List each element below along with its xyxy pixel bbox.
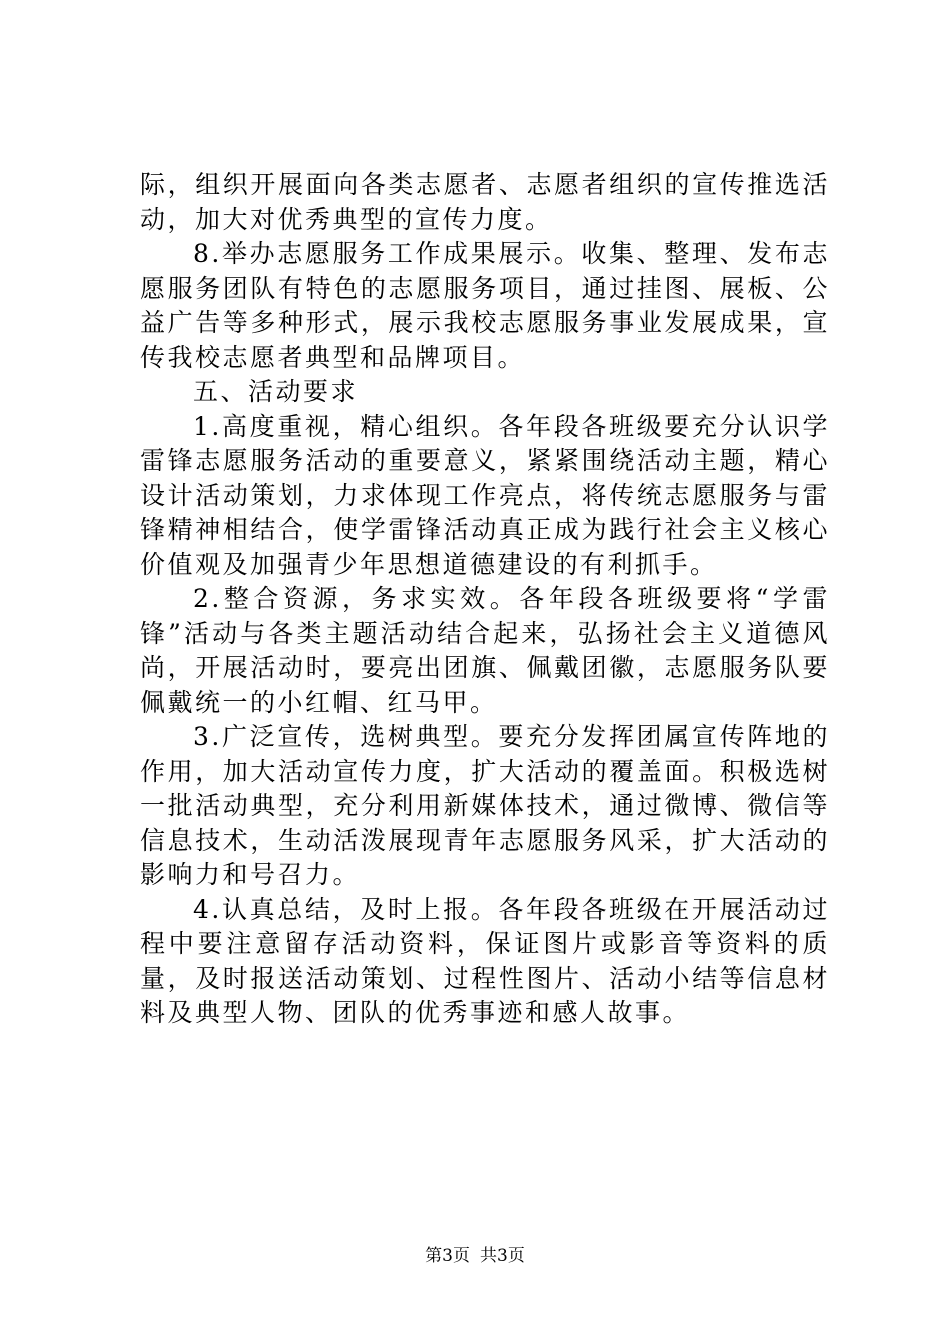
paragraph-requirement-2: 2.整合资源，务求实效。各年段各班级要将“学雷锋”活动与各类主题活动结合起来，弘扬社会主义道德风尚，开展活动时，要亮出团旗、佩戴团徽，志愿服务队要佩戴统一的小红帽、红马甲。: [140, 584, 830, 717]
page-number-current: 第3页: [425, 1246, 470, 1266]
page-footer: [0, 1244, 950, 1268]
paragraph-requirement-4: 4.认真总结，及时上报。各年段各班级在开展活动过程中要注意留存活动资料，保证图片或影音等资料的质量，及时报送活动策划、过程性图片、活动小结等信息材料及典型人物、团队的优秀事迹和感人故事。: [140, 894, 830, 1027]
paragraph-requirement-1: 1.高度重视，精心组织。各年段各班级要充分认识学雷锋志愿服务活动的重要意义，紧紧围绕活动主题，精心设计活动策划，力求体现工作亮点，将传统志愿服务与雷锋精神相结合，使学雷锋活动真正成为践行社会主义核心价值观及加强青少年思想道德建设的有利抓手。: [140, 411, 830, 579]
section-heading-activity-requirements: 五、活动要求: [193, 377, 359, 406]
paragraph-item-8: 8.举办志愿服务工作成果展示。收集、整理、发布志愿服务团队有特色的志愿服务项目，通过挂图、展板、公益广告等多种形式，展示我校志愿服务事业发展成果，宣传我校志愿者典型和品牌项目。: [140, 239, 830, 372]
paragraph-continued: 际，组织开展面向各类志愿者、志愿者组织的宣传推选活动，加大对优秀典型的宣传力度。: [140, 170, 830, 234]
document-body: [140, 168, 830, 1031]
page-number-total: 共3页: [480, 1246, 525, 1266]
paragraph-requirement-3: 3.广泛宣传，选树典型。要充分发挥团属宣传阵地的作用，加大活动宣传力度，扩大活动的覆盖面。积极选树一批活动典型，充分利用新媒体技术，通过微博、微信等信息技术，生动活泼展现青年志愿服务风采，扩大活动的影响力和号召力。: [140, 722, 830, 889]
